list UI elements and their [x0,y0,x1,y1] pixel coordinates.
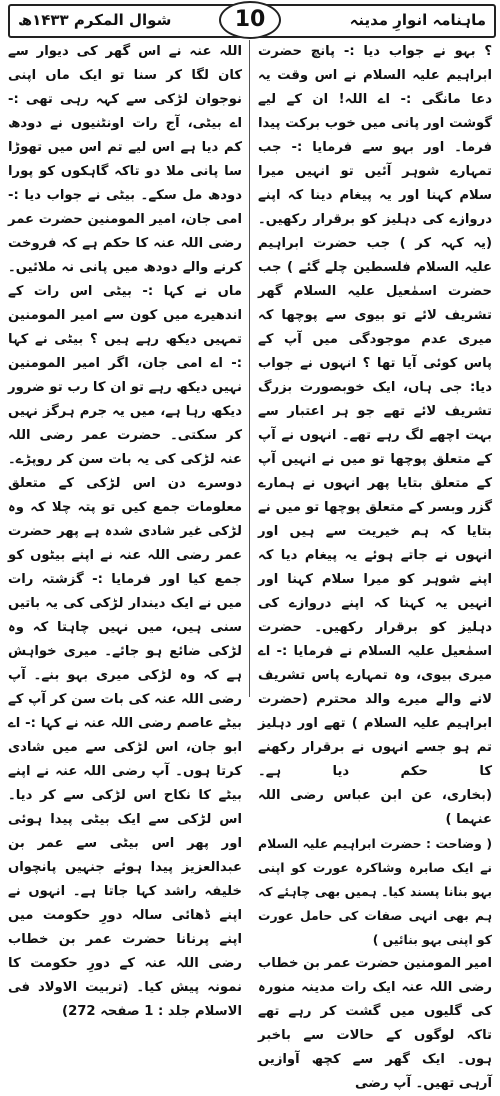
magazine-page [8,4,492,1091]
page-number: 10 [219,1,281,39]
right-paragraph-2: امیر المومنین حضرت عمر بن خطاب رضی اللہ عنہ ایک رات مدینہ منورہ کی گلیوں میں گشت کر رہے تھے تاکہ لوگوں کے حالات سے باخبر ہوں۔ ایک گھر سے کچھ آوازیں آرہی تھیں۔ آپ رضی [258,956,492,1091]
right-paragraph-1-text: ؟ بہو نے جواب دیا :- پانچ حضرت ابراہیم علیہ السلام نے اس وقت یہ دعا مانگی :- اے اللہ! ان کے لیے گوشت اور پانی میں خوب برکت پیدا فرما۔ اور بہو سے فرمایا :- جب تمہارے شوہر آئیں تو انہیں میرا سلام کہنا اور یہ پیغام دینا کہ اپنے دروازے کی دہلیز کو برقرار رکھیں۔ (یہ کہہ کر ) جب حضرت ابراہیم علیہ السلام فلسطین چلے گئے ) جب حضرت اسمٰعیل علیہ السلام گھر تشریف لائے تو بیوی سے پوچھا کہ میری عدم موجودگی میں آپ کے پاس کوئی آیا تھا ؟ انہوں نے جواب دیا: جی ہاں، ایک خوبصورت بزرگ تشریف لائے تھے جو ہر اعتبار سے بہت اچھے لگ رہے تھے۔ انہوں نے آپ کے متعلق پوچھا تو میں نے انہیں آپ کے متعلق بتایا پھر انہوں نے ہمارے گزر وبسر کے متعلق پوچھا تو میں نے بتایا کہ ہم خیریت سے ہیں اور انہوں نے جاتے ہوئے یہ پیغام دیا کہ اپنے شوہر کو میرا سلام کہنا اور انہیں یہ کہنا کہ اپنے دروازے کی دہلیز کو برقرار رکھیں۔ حضرت اسمٰعیل علیہ السلام نے فرمایا :- اے میری بیوی، وہ تمہارے پاس تشریف لانے والے میرے والد محترم (حضرت ابراہیم علیہ السلام ) تھے اور دہلیز تم ہو جسے انہوں نے برقرار رکھنے کا حکم دیا ہے۔ [258,44,492,779]
issue-date: شوال المکرم ۱۴۳۳ھ [18,11,172,29]
hadith-reference: (بخاری، عن ابن عباس رضی اللہ عنہما ) [258,788,492,827]
left-column [8,40,242,1019]
left-paragraph-1: اللہ عنہ نے اس گھر کی دیوار سے کان لگا کر سنا تو ایک ماں اپنی نوجوان لڑکی سے کہہ رہی تھی :- اے بیٹی، آج رات اونٹنیوں نے دودھ کم دیا ہے اس لیے تم اس میں تھوڑا سا پانی ملا دو تاکہ گاہکوں کو پورا دودھ مل سکے۔ بیٹی نے جواب دیا :- امی جان، امیر المومنین حضرت عمر رضی اللہ عنہ کا حکم ہے کہ فروخت کرنے والے دودھ میں پانی نہ ملائیں۔ ماں نے کہا :- بیٹی اس رات کے اندھیرے میں کون سے امیر المومنین تمہیں دیکھ رہے ہیں ؟ بیٹی نے کہا :- اے امی جان، اگر امیر المومنین نہیں دیکھ رہے تو ان کا رب تو ضرور دیکھ رہا ہے، میں یہ جرم ہرگز نہیں کر سکتی۔ حضرت عمر رضی اللہ عنہ لڑکی کی یہ بات سن کر روپڑے۔ دوسرے دن اس لڑکی کے متعلق معلومات جمع کیں تو پتہ چلا کہ وہ لڑکی غیر شادی شدہ ہے پھر حضرت عمر رضی اللہ عنہ نے اپنے بیٹوں کو جمع کیا اور فرمایا :- گزشتہ رات میں نے ایک دیندار لڑکی کی یہ باتیں سنی ہیں، میں نہیں چاہتا کہ وہ لڑکی ضائع ہو جائے۔ میری خواہش ہے کہ وہ لڑکی میری بہو بنے۔ آپ رضی اللہ عنہ کی بات سن کر آپ کے بیٹے عاصم رضی اللہ عنہ نے کہا :- اے ابو جان، اس لڑکی سے میں شادی کرتا ہوں۔ آپ رضی اللہ عنہ نے اپنے بیٹے کا نکاح اس لڑکی سے کر دیا۔ اس لڑکی سے ایک بیٹی پیدا ہوئی اور پھر اس بیٹی سے عمر بن عبدالعزیز پیدا ہوئے جنہیں پانچواں خلیفہ راشد کہا جاتا ہے۔ انہوں نے اپنے ڈھائی سالہ دورِ حکومت میں اپنے پرنانا حضرت عمر بن خطاب رضی اللہ عنہ کے دورِ حکومت کا نمونہ پیش کیا۔ (تربیت الاولاد فی الاسلام جلد : 1 صفحہ 272) [8,44,242,1019]
explanation-note: ( وضاحت : حضرت ابراہیم علیہ السلام نے ایک صابرہ وشاکرہ عورت کو اپنی بہو بنانا پسند کیا۔ ہمیں بھی چاہئے کہ ہم بھی انہی صفات کی حامل عورت کو اپنی بہو بنائیں ) [258,836,492,947]
right-column [258,40,492,1091]
magazine-title: ماہنامہ انوارِ مدینہ [349,11,486,29]
column-divider [249,40,250,697]
right-paragraph-1 [258,40,492,832]
